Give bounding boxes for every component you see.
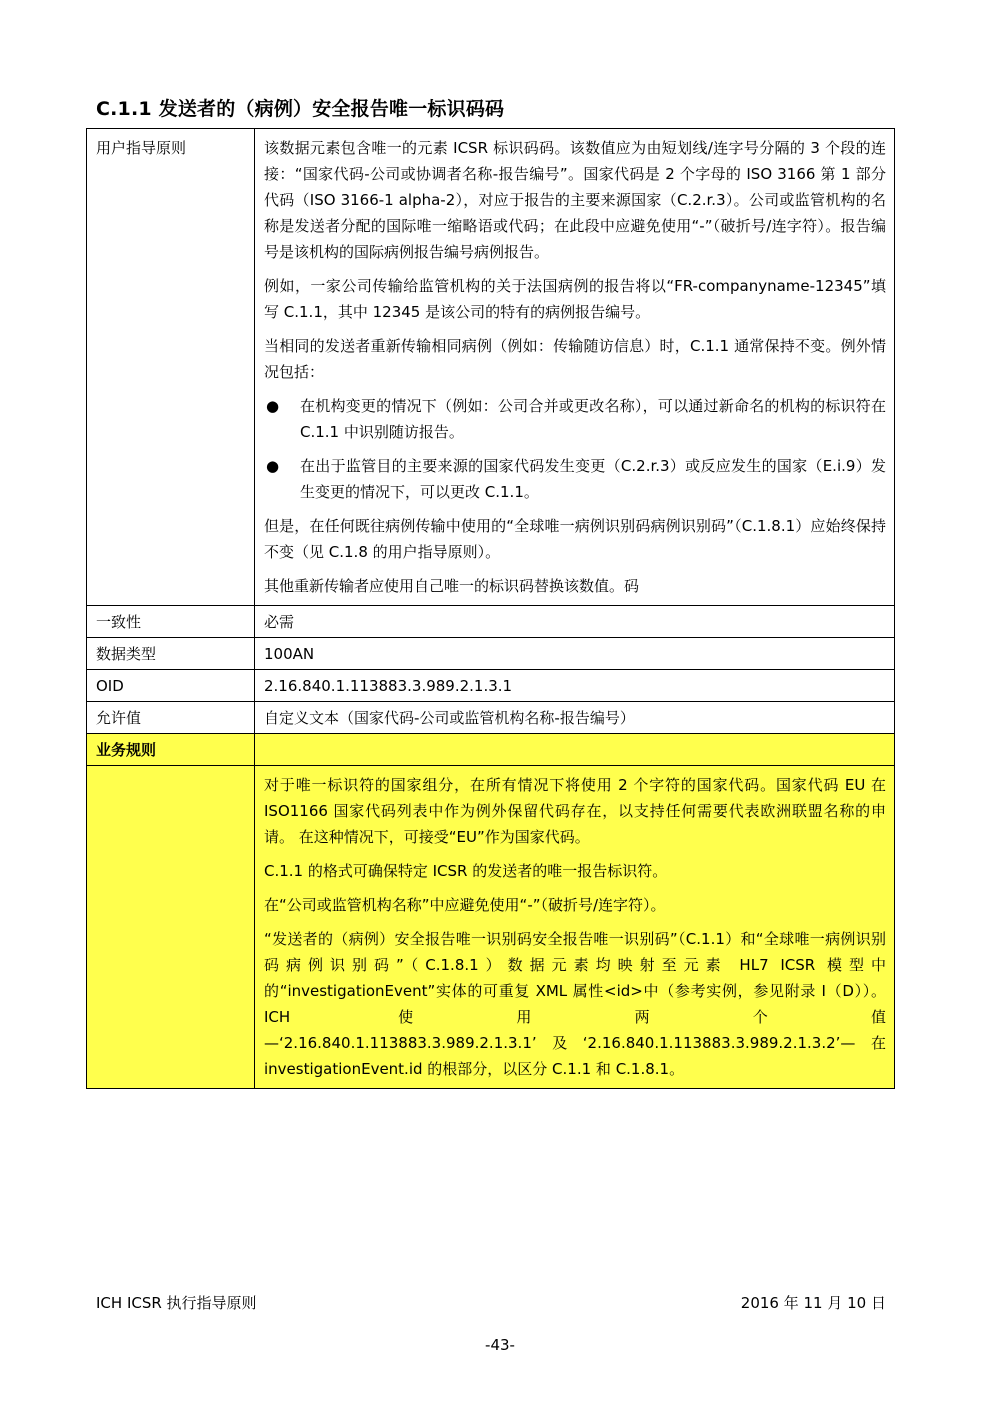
- business-rules-label: 业务规则: [87, 734, 255, 766]
- conformance-label: 一致性: [87, 606, 255, 638]
- oid-label: OID: [87, 670, 255, 702]
- bullet-icon: ●: [266, 457, 280, 475]
- business-rule-paragraph-1: 对于唯一标识符的国家组分，在所有情况下将使用 2 个字符的国家代码。国家代码 EU 在 ISO1166 国家代码列表中作为例外保留代码存在，以支持任何需要代表欧洲联盟名称的申请。 在这种情况下，可接受“EU”作为国家代码。: [264, 776, 886, 846]
- business-rules-empty-cell: [87, 766, 255, 1089]
- oid-value: 2.16.840.1.113883.3.989.2.1.3.1: [255, 670, 895, 702]
- business-rules-content: [255, 766, 895, 1089]
- bullet-icon: ●: [266, 397, 280, 415]
- list-item: [264, 393, 886, 445]
- footer-date: 2016 年 11 月 10 日: [740, 1294, 886, 1312]
- section-heading: C.1.1 发送者的（病例）安全报告唯一标识码码: [96, 98, 505, 120]
- table-row: [87, 606, 895, 638]
- bullet-text-1: 在机构变更的情况下（例如：公司合并或更改名称），可以通过新命名的机构的标识符在 C.1.1 中识别随访报告。: [300, 397, 886, 441]
- allowed-values-value: 自定义文本（国家代码-公司或监管机构名称-报告编号）: [255, 702, 895, 734]
- business-rule-paragraph-3: 在“公司或监管机构名称”中应避免使用“-”（破折号/连字符）。: [264, 896, 666, 914]
- table-row: [87, 638, 895, 670]
- guidance-content: [255, 129, 895, 606]
- list-item: [264, 453, 886, 505]
- guidance-label: 用户指导原则: [87, 129, 255, 606]
- bullet-text-2: 在出于监管目的主要来源的国家代码发生变更（C.2.r.3）或反应发生的国家（E.i.9）发生变更的情况下，可以更改 C.1.1。: [300, 457, 886, 501]
- guidance-paragraph-2: 例如，一家公司传输给监管机构的关于法国病例的报告将以“FR-companyname-12345”填写 C.1.1，其中 12345 是该公司的特有的病例报告编号。: [264, 277, 886, 321]
- datatype-value: 100AN: [255, 638, 895, 670]
- datatype-label: 数据类型: [87, 638, 255, 670]
- guidance-paragraph-1: 该数据元素包含唯一的元素 ICSR 标识码码。该数值应为由短划线/连字号分隔的 3 个段的连接：“国家代码-公司或协调者名称-报告编号”。国家代码是 2 个字母的 ISO 3166 第 1 部分代码（ISO 3166-1 alpha-2），对应于报告的主要来源国家（C.2.r.3）。公司或监管机构的名称是发送者分配的国际唯一缩略语或代码；在此段中应避免使用“-”（破折号/连字符）。报告编号是该机构的国际病例报告编号病例报告。: [264, 139, 886, 261]
- guidance-paragraph-5: 其他重新传输者应使用自己唯一的标识码替换该数值。码: [264, 577, 640, 595]
- spec-table: [86, 128, 895, 1089]
- guidance-paragraph-4: 但是，在任何既往病例传输中使用的“全球唯一病例识别码病例识别码”（C.1.8.1）应始终保持不变（见 C.1.8 的用户指导原则）。: [264, 517, 886, 561]
- conformance-value: 必需: [255, 606, 895, 638]
- business-rule-paragraph-4: “发送者的（病例）安全报告唯一识别码安全报告唯一识别码”（C.1.1）和“全球唯一病例识别码病例识别码”（C.1.8.1）数据元素均映射至元素 HL7 ICSR 模型中的“investigationEvent”实体的可重复 XML 属性<id>中（参考实例，参见附录 I（D））。ICH 使用两个值—‘2.16.840.1.113883.3.989.2.1.3.1’及‘2.16.840.1.113883.3.989.2.1.3.2’—在 investigationEvent.id 的根部分，以区分 C.1.1 和 C.1.8.1。: [264, 930, 886, 1078]
- table-row: [87, 670, 895, 702]
- guidance-paragraph-3: 当相同的发送者重新传输相同病例（例如：传输随访信息）时，C.1.1 通常保持不变。例外情况包括：: [264, 337, 886, 381]
- table-row: [87, 702, 895, 734]
- table-row: [87, 734, 895, 766]
- page-number: -43-: [485, 1336, 515, 1354]
- table-row: [87, 129, 895, 606]
- allowed-values-label: 允许值: [87, 702, 255, 734]
- footer-document-title: ICH ICSR 执行指导原则: [96, 1294, 257, 1312]
- business-rules-header-cell: [255, 734, 895, 766]
- table-row: [87, 766, 895, 1089]
- business-rule-paragraph-2: C.1.1 的格式可确保特定 ICSR 的发送者的唯一报告标识符。: [264, 862, 668, 880]
